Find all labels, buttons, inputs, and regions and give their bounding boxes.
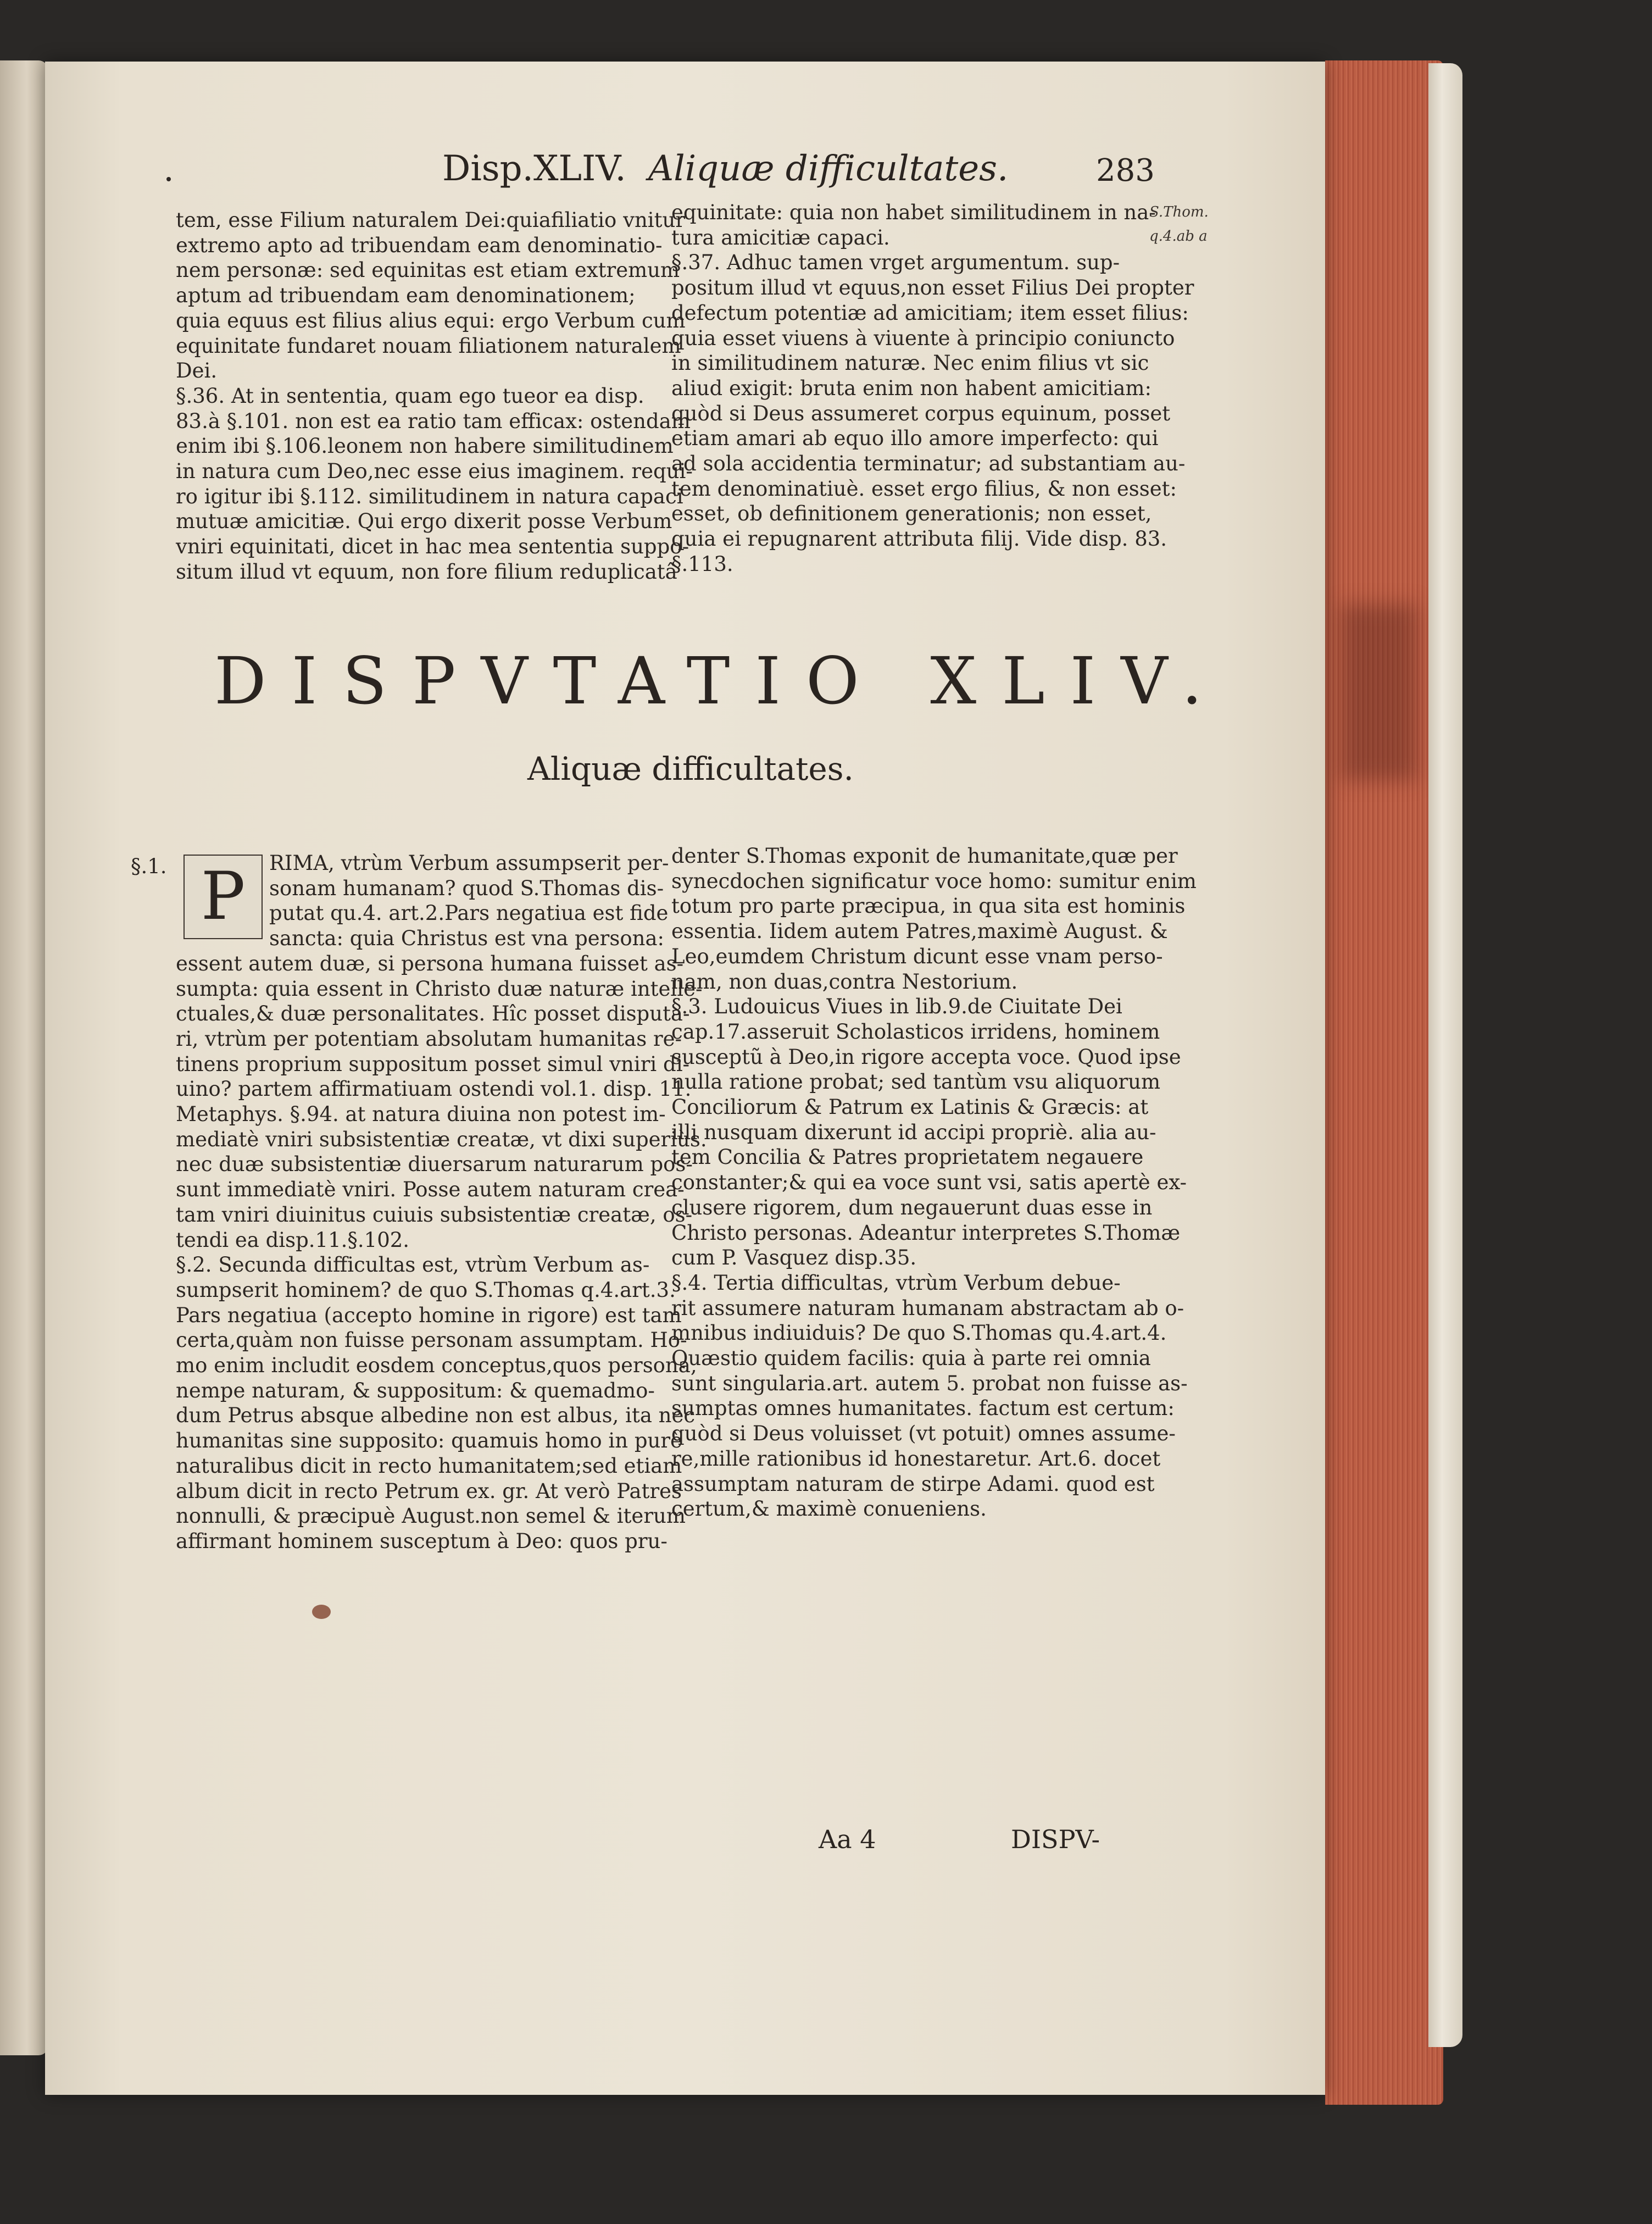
text-line: naturalibus dicit in recto humanitatem;sed etiam — [176, 1454, 682, 1478]
text-line: cum P. Vasquez disp.35. — [671, 1246, 917, 1270]
running-head-title: Aliquæ difficultates. — [648, 148, 1009, 189]
text-line: denter S.Thomas exponit de humanitate,quæ per — [671, 844, 1178, 868]
text-line: nec duæ subsistentiæ diuersarum naturarum pos- — [176, 1152, 693, 1177]
text-line: clusere rigorem, dum negauerunt duas esse in — [671, 1195, 1153, 1219]
edge-shadow — [1340, 604, 1417, 780]
text-line: ctuales,& duæ personalitates. Hîc posset disputa- — [176, 1002, 690, 1026]
text-line: ri, vtrùm per potentiam absolutam humanitas re- — [176, 1027, 682, 1051]
text-line: situm illud vt equum, non fore filium reduplicatâ — [176, 559, 677, 584]
running-head-left: Disp.XLIV. — [442, 148, 626, 189]
ink-stain — [312, 1605, 331, 1619]
text-line: rit assumere naturam humanam abstractam ab o- — [671, 1296, 1184, 1320]
text-line: quòd si Deus assumeret corpus equinum, posset — [671, 401, 1171, 425]
text-line: tendi ea disp.11.§.102. — [176, 1228, 410, 1252]
text-line: equinitate fundaret nouam filiationem naturalem — [176, 334, 681, 358]
text-line: ro igitur ibi §.112. similitudinem in natura capaci — [176, 484, 683, 508]
text-line: tura amicitiæ capaci. — [671, 225, 890, 249]
text-line: quia ei repugnarent attributa filij. Vide disp. 83. — [671, 527, 1167, 551]
text-line: synecdochen significatur voce homo: sumitur enim — [671, 869, 1197, 893]
text-line: humanitas sine supposito: quamuis homo in purè — [176, 1429, 682, 1453]
bottom-right-column — [671, 844, 1197, 1522]
page-mark — [166, 177, 171, 181]
text-line: enim ibi §.106.leonem non habere similitudinem — [176, 434, 674, 458]
text-line: etiam amari ab equo illo amore imperfecto: qui — [671, 426, 1159, 451]
disputatio-title: DISPVTATIO XLIV. — [214, 643, 1228, 719]
text-line: tem, esse Filium naturalem Dei:quiafiliatio vnitur — [176, 208, 686, 232]
text-line: Christo personas. Adeantur interpretes S.Thomæ — [671, 1221, 1181, 1245]
margin-note-line: S.Thom. — [1149, 204, 1209, 220]
text-line: aptum ad tribuendam eam denominationem; — [176, 284, 636, 308]
section-number: §.1. — [131, 855, 167, 878]
text-line: sumpta: quia essent in Christo duæ naturæ intelle- — [176, 977, 703, 1001]
text-line: aliud exigit: bruta enim non habent amicitiam: — [671, 376, 1152, 400]
text-line: §.113. — [671, 552, 733, 576]
text-line: essentia. Iidem autem Patres,maximè August. & — [671, 919, 1168, 944]
text-line: Dei. — [176, 359, 218, 383]
text-line: §.4. Tertia difficultas, vtrùm Verbum debue- — [671, 1271, 1121, 1295]
text-line: tem denominatiuè. esset ergo filius, & non esset: — [671, 476, 1177, 501]
page-edges — [1325, 60, 1443, 2105]
text-line: nem personæ: sed equinitas est etiam extremum — [176, 258, 680, 282]
text-line: constanter;& qui ea voce sunt vsi, satis apertè ex- — [671, 1171, 1187, 1195]
text-line: album dicit in recto Petrum ex. gr. At verò Patres — [176, 1479, 682, 1503]
text-line: assumptam naturam de stirpe Adami. quod est — [671, 1472, 1155, 1496]
previous-page-edge — [0, 60, 48, 2055]
text-line: nulla ratione probat; sed tantùm vsu aliquorum — [671, 1070, 1161, 1094]
margin-note-line: q.4.ab a — [1149, 228, 1208, 245]
text-line: mutuæ amicitiæ. Qui ergo dixerit posse Verbum — [176, 509, 672, 534]
text-line: tem Concilia & Patres proprietatem negauere — [671, 1145, 1144, 1169]
text-line: quòd si Deus voluisset (vt potuit) omnes assume- — [671, 1422, 1176, 1446]
text-line: Conciliorum & Patrum ex Latinis & Græcis: at — [671, 1095, 1149, 1119]
text-line: nempe naturam, & suppositum: & quemadmo- — [176, 1378, 655, 1402]
text-line: §.2. Secunda difficultas est, vtrùm Verbum as- — [176, 1253, 650, 1277]
text-line: Leo,eumdem Christum dicunt esse vnam perso- — [671, 944, 1163, 968]
text-line: putat qu.4. art.2.Pars negatiua est fide — [269, 901, 669, 925]
text-line: tinens proprium suppositum posset simul vniri di- — [176, 1052, 690, 1076]
signature-mark: Aa 4 — [819, 1824, 876, 1854]
text-line: extremo apto ad tribuendam eam denominatio- — [176, 233, 663, 257]
text-line: affirmant hominem susceptum à Deo: quos pru- — [176, 1529, 668, 1553]
text-line: mediatè vniri subsistentiæ creatæ, vt dixi superiùs. — [176, 1127, 707, 1151]
text-line: sumptas omnes humanitates. factum est certum: — [671, 1396, 1175, 1421]
text-line: certa,quàm non fuisse personam assumptam. Ho- — [176, 1328, 687, 1352]
text-line: re,mille rationibus id honestaretur. Art.6. docet — [671, 1446, 1161, 1471]
text-line: Quæstio quidem facilis: quia à parte rei omnia — [671, 1346, 1151, 1371]
text-line: cap.17.asseruit Scholasticos irridens, hominem — [671, 1019, 1160, 1044]
text-line: illi nusquam dixerunt id accipi propriè. alia au- — [671, 1120, 1156, 1144]
text-line: esset, ob definitionem generationis; non esset, — [671, 502, 1152, 526]
margin-note — [1149, 200, 1209, 248]
text-line: nonnulli, & præcipuè August.non semel & iterum — [176, 1504, 686, 1528]
text-line: §.3. Ludouicus Viues in lib.9.de Ciuitate Dei — [671, 995, 1122, 1019]
text-line: sunt immediatè vniri. Posse autem naturam crea- — [176, 1178, 685, 1202]
text-line: Metaphys. §.94. at natura diuina non potest im- — [176, 1102, 666, 1127]
text-line: certum,& maximè conueniens. — [671, 1497, 987, 1521]
text-line: §.36. At in sententia, quam ego tueor ea disp. — [176, 384, 644, 408]
text-line: sunt singularia.art. autem 5. probat non fuisse as- — [671, 1371, 1188, 1395]
text-line: totum pro parte præcipua, in qua sita est hominis — [671, 894, 1186, 918]
disputatio-subtitle: Aliquæ difficultates. — [527, 750, 854, 787]
text-line: equinitate: quia non habet similitudinem in na- — [671, 201, 1156, 224]
text-line: §.37. Adhuc tamen vrget argumentum. sup- — [671, 251, 1120, 275]
text-line: in similitudinem naturæ. Nec enim filius vt sic — [671, 351, 1149, 375]
text-line: sonam humanam? quod S.Thomas dis- — [269, 876, 664, 900]
text-line: positum illud vt equus,non esset Filius Dei propter — [671, 276, 1194, 300]
text-line: Pars negatiua (accepto homine in rigore) est tam — [176, 1303, 682, 1327]
text-line: 83.à §.101. non est ea ratio tam efficax: ostendam — [176, 409, 691, 433]
text-line: essent autem duæ, si persona humana fuisset as- — [176, 951, 684, 975]
bottom-left-column — [176, 851, 707, 1554]
text-line: susceptũ à Deo,in rigore accepta voce. Quod ipse — [671, 1045, 1181, 1069]
decorated-initial: P — [183, 855, 263, 939]
text-line: ad sola accidentia terminatur; ad substantiam au- — [671, 452, 1186, 476]
text-line: mo enim includit eosdem conceptus,quos persona, — [176, 1354, 697, 1378]
text-line: tam vniri diuinitus cuiuis subsistentiæ creatæ, os- — [176, 1202, 693, 1227]
text-line: uino? partem affirmatiuam ostendi vol.1. disp. 11. — [176, 1077, 692, 1101]
text-line: quia equus est filius alius equi: ergo Verbum cum — [176, 308, 686, 332]
text-line: quia esset viuens à viuente à principio coniuncto — [671, 326, 1175, 350]
text-line: in natura cum Deo,nec esse eius imaginem. requi- — [176, 459, 693, 484]
text-line: mnibus indiuiduis? De quo S.Thomas qu.4.art.4. — [671, 1321, 1167, 1345]
text-line: defectum potentiæ ad amicitiam; item esset filius: — [671, 301, 1189, 325]
text-line: sancta: quia Christus est vna persona: — [269, 927, 664, 951]
top-left-column — [176, 208, 693, 585]
book-cover-edge — [1428, 63, 1462, 2047]
text-line: RIMA, vtrùm Verbum assumpserit per- — [269, 851, 669, 875]
text-line: vniri equinitati, dicet in hac mea sententia suppo- — [176, 535, 689, 559]
text-line: dum Petrus absque albedine non est albus, ita nec — [176, 1404, 696, 1428]
page-number: 283 — [1096, 153, 1155, 188]
catchword: DISPV- — [1011, 1824, 1100, 1854]
text-line: sumpserit hominem? de quo S.Thomas q.4.art.3. — [176, 1278, 676, 1302]
text-line: nam, non duas,contra Nestorium. — [671, 969, 1018, 994]
